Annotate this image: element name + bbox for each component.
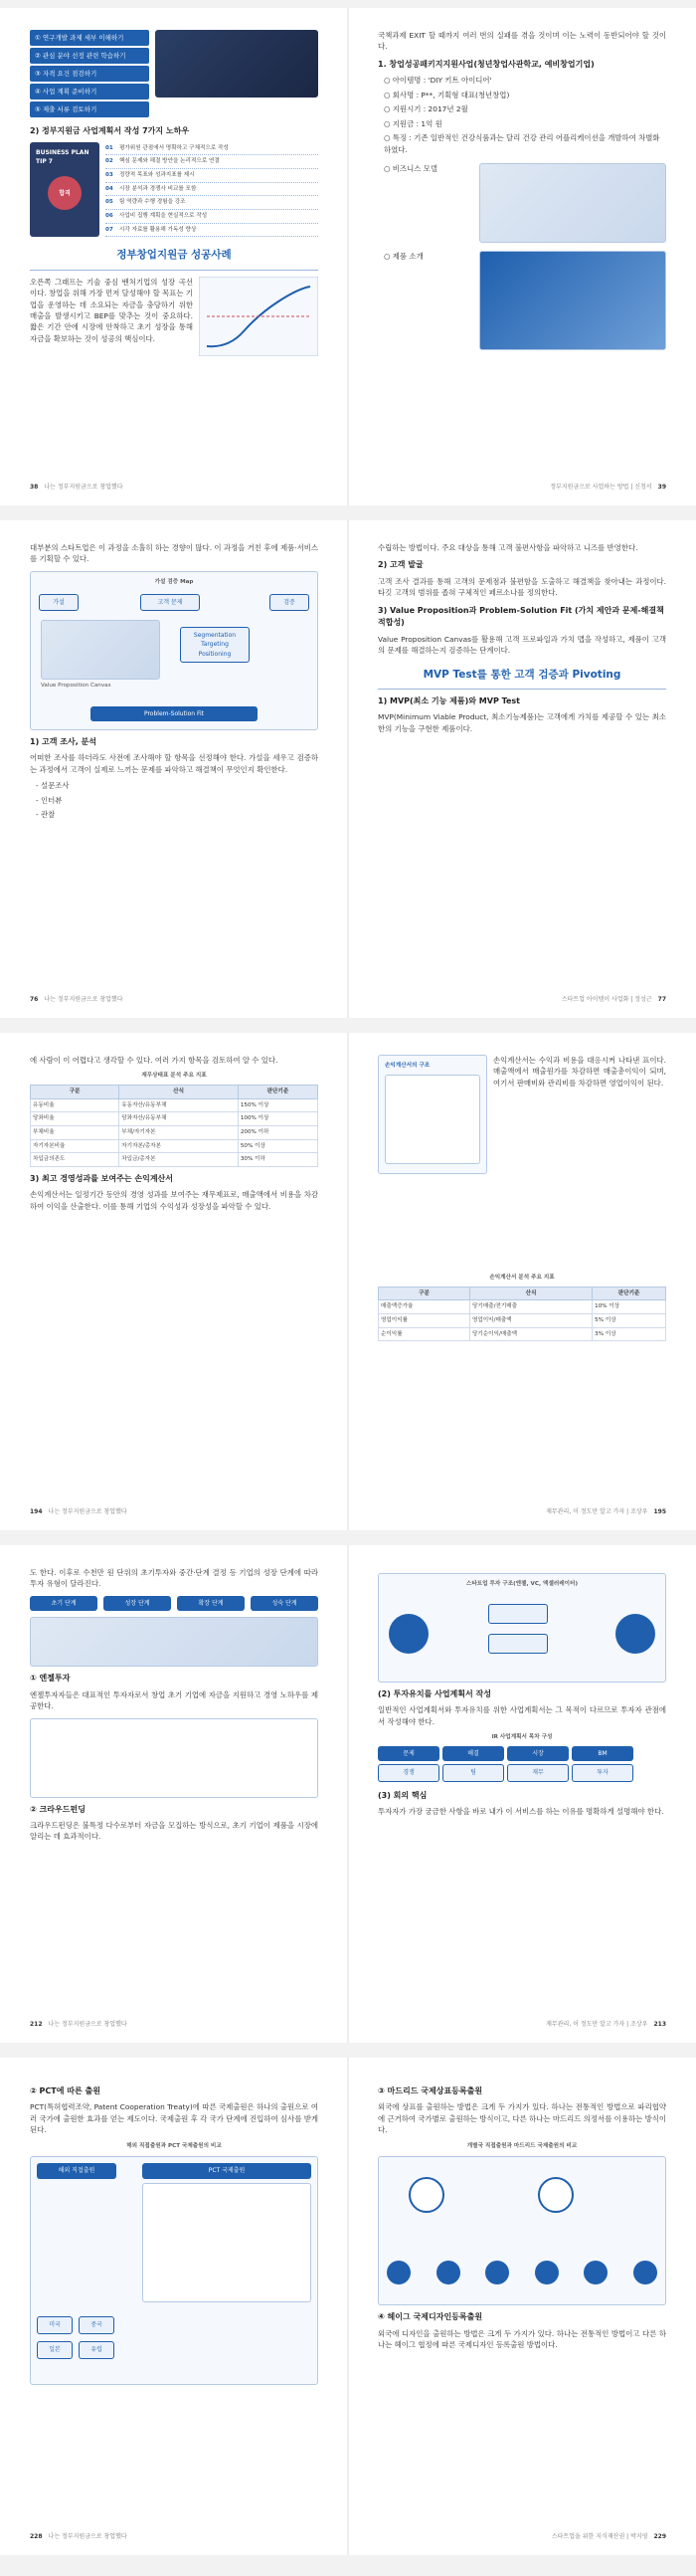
- body-text: 도 한다. 이후로 수천만 원 단위의 초기투자와 중간·단계 결정 등 기업의 성장 단계에 따라 투자 유형이 달라진다.: [30, 1568, 318, 1589]
- flow-step: 팀: [442, 1764, 504, 1781]
- diagram-node: [485, 2261, 509, 2284]
- body-text: 손익계산서는 일정기간 동안의 경영 성과를 보여주는 재무제표로, 매출액에서 비용을 차감하여 이익을 산출한다. 이를 통해 기업의 수익성과 성장성을 파악할 수 있다.: [30, 1190, 318, 1211]
- body-text: Value Proposition Canvas를 활용해 고객 프로파일과 가치 맵을 작성하고, 제품이 고객의 문제를 해결하는지 검증하는 단계이다.: [378, 634, 666, 656]
- tip-item: 02 핵심 문제와 해결 방안을 논리적으로 연결: [105, 155, 318, 169]
- stage-box: 초기 단계: [30, 1596, 97, 1611]
- section-heading: ② PCT에 따른 출원: [30, 2086, 100, 2095]
- flow-step: 재무: [507, 1764, 569, 1781]
- diagram-node: [488, 1634, 548, 1654]
- page-footer: 228 나는 정부지원금으로 창업했다: [30, 2532, 127, 2540]
- spread-3: [0, 1033, 696, 1530]
- table-header: 산식: [119, 1086, 239, 1099]
- body-text: 고객 조사 결과를 통해 고객의 문제점과 불편함을 도출하고 해결책을 찾아내는 과정이다. 타깃 고객의 범위를 좁혀 구체적인 페르소나를 정의한다.: [378, 576, 666, 598]
- stage-box: 확장 단계: [177, 1596, 245, 1611]
- table-header: 판단기준: [593, 1287, 666, 1300]
- map-node: 검증: [269, 594, 309, 611]
- body-text: 대부분의 스타트업은 이 과정을 소홀히 하는 경향이 많다. 이 과정을 거친 후에 제품·서비스를 기획할 수 있다.: [30, 543, 318, 564]
- table-title: 재무상태표 분석 주요 지표: [141, 1073, 207, 1080]
- tip-list: [105, 142, 318, 238]
- flow-step: 문제: [378, 1746, 439, 1761]
- map-node: 고객 문제: [140, 594, 200, 611]
- table-header: 산식: [469, 1287, 592, 1300]
- country-box: 중국: [79, 2316, 114, 2333]
- body-text: 외국에 디자인을 출원하는 방법은 크게 두 가지가 있다. 하나는 전통적인 방법이고 다른 하나는 헤이그 협정에 따른 국제디자인 등록출원 방법이다.: [378, 2328, 666, 2350]
- flow-step: BM: [572, 1746, 633, 1761]
- structure-figure: [385, 1075, 480, 1164]
- spread-1: [0, 8, 696, 505]
- table-row: 차입금의존도 차입금/총자본 30% 이하: [31, 1153, 318, 1167]
- page-194: [0, 1033, 348, 1530]
- hypothesis-map: [30, 571, 318, 730]
- diagram-col-title: 해외 직접출원: [37, 2163, 116, 2178]
- section-heading: 1. 창업성공패키지지원사업(청년창업사관학교, 예비창업기업): [378, 59, 595, 69]
- list-item: ○ 지원시기 : 2017년 2월: [384, 104, 468, 114]
- page-195: [348, 1033, 696, 1530]
- section-heading: ③ 마드리드 국제상표등록출원: [378, 2086, 483, 2095]
- photo: [155, 30, 318, 98]
- page-229: [348, 2058, 696, 2555]
- table-header: 구분: [379, 1287, 470, 1300]
- flow-step: 해결: [442, 1746, 504, 1761]
- ir-flow: [378, 1746, 666, 1782]
- section-heading: 1) 고객 조사, 분석: [30, 736, 96, 746]
- page-footer: 38 나는 정부지원금으로 창업했다: [30, 483, 123, 491]
- tip-title: BUSINESS PLAN TIP 7: [36, 148, 89, 165]
- list-item: ○ 아이템명 : 'DIY 키트 아이디어': [384, 76, 492, 86]
- badge-icon: [48, 176, 82, 210]
- page-39: [348, 8, 696, 505]
- product-label: ○ 제품 소개: [384, 252, 424, 262]
- list-item: ② 관심 분야 선정 관련 학습하기: [30, 48, 149, 64]
- diagram-node: [389, 1614, 429, 1654]
- body-text: 어떠한 조사를 하더라도 사전에 조사해야 할 항목을 선정해야 한다. 가설을 세우고 검증하는 과정에서 고객이 실제로 느끼는 문제를 파악하고 해결책이 무엇인지 확인한다.: [30, 753, 318, 774]
- section-heading: 2) 정부지원금 사업계획서 작성 7가지 노하우: [30, 126, 190, 136]
- page-footer: 재무관리, 이 정도만 알고 가자 | 조상우 213: [546, 2020, 666, 2028]
- list-item: ○ 회사명 : P**, 기획형 대표(청년창업): [384, 90, 510, 99]
- diagram-node: [535, 2261, 559, 2284]
- angel-figure: [30, 1718, 318, 1798]
- page-footer: 194 나는 정부지원금으로 창업했다: [30, 1507, 127, 1515]
- table-row: 부채비율 부채/자기자본 200% 이하: [31, 1126, 318, 1140]
- diagram-node: [409, 2177, 444, 2213]
- body-text: 국책과제 EXIT 할 때까지 여러 번의 실패를 겪을 것이며 이는 노력이 동반되어야 할 것이다.: [378, 31, 666, 52]
- list-item: ○ 지원금 : 1억 원: [384, 118, 442, 128]
- income-structure-box: [378, 1055, 487, 1174]
- stage-detail-figure: [30, 1617, 318, 1667]
- tip-item: 01 평가위원 관점에서 명확하고 구체적으로 작성: [105, 142, 318, 156]
- tip-item: 04 시장 분석과 경쟁사 비교를 포함: [105, 183, 318, 197]
- tip-item: 07 시각 자료를 활용해 가독성 향상: [105, 224, 318, 238]
- investment-diagram: [378, 1573, 666, 1683]
- pct-diagram: [30, 2156, 318, 2385]
- table-row: 영업이익률 영업이익/매출액 5% 이상: [379, 1313, 666, 1327]
- spread-4: [0, 1545, 696, 2043]
- country-box: 유럽: [79, 2341, 114, 2358]
- growth-curve-figure: [199, 277, 318, 356]
- list-item: ① 연구개발 과제 세부 이해하기: [30, 30, 149, 46]
- section-heading: 3) Value Proposition과 Problem-Solution Fit (가치 제안과 문제-해결책 적합성): [378, 605, 664, 628]
- stage-flow: [30, 1596, 318, 1611]
- list-item: ④ 사업 계획 준비하기: [30, 84, 149, 99]
- section-heading: (3) 회의 핵심: [378, 1790, 428, 1800]
- diagram-node: [436, 2261, 460, 2284]
- section-heading: ④ 헤이그 국제디자인등록출원: [378, 2312, 483, 2322]
- diagram-title: 해외 직접출원과 PCT 국제출원의 비교: [126, 2142, 222, 2149]
- page-footer: 212 나는 정부지원금으로 창업했다: [30, 2020, 127, 2028]
- badge-label: 합격: [59, 189, 71, 197]
- country-box: 미국: [37, 2316, 73, 2333]
- section-heading: ② 크라우드펀딩: [30, 1804, 86, 1814]
- map-title: 가설 검증 Map: [154, 578, 194, 585]
- diagram-title: 스타트업 투자 구조(엔젤, VC, 액셀러레이터): [465, 1581, 579, 1587]
- list-item: ○ 특징 : 기존 일반적인 건강식품과는 달리 건강 관리 어플리케이션을 개발하여 차별화하였다.: [384, 133, 660, 154]
- diagram-node: [584, 2261, 608, 2284]
- tip-item: 05 팀 역량과 수행 경험을 강조: [105, 196, 318, 210]
- body-text: MVP(Minimum Viable Product, 최소기능제품)는 고객에게 가치를 제공할 수 있는 최소한의 기능을 구현한 제품이다.: [378, 712, 666, 733]
- page-76: [0, 520, 348, 1018]
- income-ratio-table: [378, 1287, 666, 1342]
- ratio-table: [30, 1085, 318, 1167]
- spread-2: [0, 520, 696, 1018]
- divider: [378, 689, 666, 690]
- diagram-node: [615, 1614, 655, 1654]
- list-item: ③ 자격 요건 점검하기: [30, 66, 149, 82]
- diagram-col-title: PCT 국제출원: [142, 2163, 311, 2178]
- body-text: PCT(특허협력조약, Patent Cooperation Treaty)에 따른 국제출원은 하나의 출원으로 여러 국가에 출원한 효과를 얻는 제도이다. 국제출원 후 각 국가 단계에 진입하여 심사를 받게 된다.: [30, 2102, 318, 2135]
- stage-box: 성숙 단계: [251, 1596, 318, 1611]
- table-header: 판단기준: [238, 1086, 317, 1099]
- page-footer: 스타트업 아이템이 사업화 | 정성근 77: [561, 995, 666, 1003]
- list-item: ⑤ 제출 서류 검토하기: [30, 101, 149, 117]
- fit-label: Problem-Solution Fit: [90, 706, 258, 721]
- body-text: 오픈쪽 그래프는 기술 중심 벤처기업의 성장 곡선이다. 창업을 위해 가장 먼저 달성해야 할 목표는 기업을 운영하는 데 소요되는 자금을 충당하기 위한 매출을 발생시키고 BEP를 맞추는 것이 중요하다. 짧은 기간 안에 시장에 안착하고 초기 성장을 통해 자금을 확보하는 것이 성공의 핵심이다.: [30, 277, 193, 343]
- flow-title: IR 사업계획서 목차 구성: [491, 1734, 553, 1741]
- section-heading: 1) MVP(최소 기능 제품)와 MVP Test: [378, 695, 520, 705]
- tip-item: 03 정량적 목표와 성과지표를 제시: [105, 169, 318, 183]
- madrid-diagram: [378, 2156, 666, 2305]
- map-node: 가설: [39, 594, 79, 611]
- section-heading: ① 엔젤투자: [30, 1674, 71, 1684]
- diagram-node: [387, 2261, 411, 2284]
- body-text: 투자자가 가장 궁금한 사항을 바로 내가 이 서비스를 하는 이유를 명확하게 설명해야 한다.: [378, 1806, 664, 1816]
- tip-item: 06 사업비 집행 계획을 현실적으로 작성: [105, 210, 318, 224]
- product-figure: [479, 251, 666, 350]
- page-footer: 스타트업을 위한 지식재산권 | 박지영 229: [551, 2532, 666, 2540]
- biz-model-figure: [479, 163, 666, 243]
- list-item: - 인터뷰: [36, 795, 63, 805]
- section-heading: (2) 투자유치를 사업계획서 작성: [378, 1689, 491, 1698]
- box-title: 손익계산서의 구조: [385, 1063, 431, 1069]
- section-heading: 2) 고객 발굴: [378, 560, 424, 570]
- diagram-title: 개별국 직접출원과 마드리드 국제출원의 비교: [466, 2142, 578, 2149]
- table-title: 손익계산서 분석 주요 지표: [489, 1275, 555, 1281]
- page-213: [348, 1545, 696, 2043]
- pct-timeline-figure: [142, 2183, 311, 2302]
- section-heading: 3) 최고 경영성과를 보여주는 손익계산서: [30, 1174, 174, 1184]
- page-212: [0, 1545, 348, 2043]
- list-item: - 설문조사: [36, 781, 70, 791]
- map-node: Segmentation Targeting Positioning: [180, 627, 250, 663]
- page-228: [0, 2058, 348, 2555]
- table-row: 당좌비율 당좌자산/유동부채 100% 이상: [31, 1112, 318, 1126]
- page-footer: 76 나는 정부지원금으로 창업했다: [30, 995, 123, 1003]
- spread-5: [0, 2058, 696, 2555]
- list-item: - 관찰: [36, 810, 56, 820]
- body-text: 크라우드펀딩은 불특정 다수로부터 자금을 모집하는 방식으로, 초기 기업이 제품을 시장에 알리는 데 효과적이다.: [30, 1820, 318, 1842]
- country-box: 일본: [37, 2341, 73, 2358]
- body-text: 에 사람이 이 어렵다고 생각할 수 있다. 여러 가지 항목을 검토하여 알 수 있다.: [30, 1056, 278, 1065]
- flow-step: 시장: [507, 1746, 569, 1761]
- body-text: 엔젤투자자들은 대표적인 투자자로서 창업 초기 기업에 자금을 지원하고 경영 노하우를 제공한다.: [30, 1689, 318, 1711]
- table-row: 자기자본비율 자기자본/총자본 50% 이상: [31, 1139, 318, 1153]
- section-title: MVP Test를 통한 고객 검증과 Pivoting: [423, 668, 621, 681]
- table-row: 매출액증가율 당기매출/전기매출 10% 이상: [379, 1300, 666, 1314]
- section-title: 정부창업지원금 성공사례: [116, 249, 232, 262]
- page-footer: 정부지원금으로 사업하는 방법 | 신청서 39: [550, 483, 666, 491]
- body-text: 수립하는 방법이다. 주요 대상을 통해 고객 불편사항을 파악하고 니즈를 반영한다.: [378, 543, 638, 552]
- divider: [30, 270, 318, 271]
- stage-box: 성장 단계: [103, 1596, 171, 1611]
- page-77: [348, 520, 696, 1018]
- tip-side: [30, 142, 99, 238]
- biz-model-label: ○ 비즈니스 모델: [384, 164, 437, 174]
- value-canvas-figure: [41, 620, 160, 680]
- page-footer: 재무관리, 이 정도만 알고 가자 | 조상우 195: [546, 1507, 666, 1515]
- flow-step: 경쟁: [378, 1764, 439, 1781]
- body-text: 손익계산서는 수익과 비용을 대응시켜 나타낸 표이다. 매출액에서 매출원가를 차감하면 매출총이익이 되며, 여기서 판매비와 관리비를 차감하면 영업이익이 된다.: [493, 1056, 666, 1088]
- flow-step: 투자: [572, 1764, 633, 1781]
- page-38: [0, 8, 348, 505]
- table-row: 순이익률 당기순이익/매출액 3% 이상: [379, 1327, 666, 1341]
- tip-box: [30, 142, 318, 238]
- body-text: 외국에 상표를 출원하는 방법은 크게 두 가지가 있다. 하나는 전통적인 방법으로 파리협약에 근거하여 국가별로 출원하는 방식이고, 다른 하나는 마드리드 의정서를 이용하는 방식이다.: [378, 2102, 667, 2135]
- map-node: Value Proposition Canvas: [41, 682, 111, 689]
- diagram-node: [538, 2177, 574, 2213]
- body-text: 일반적인 사업계획서와 투자유치를 위한 사업계획서는 그 목적이 다르므로 투자자 관점에서 작성해야 한다.: [378, 1705, 666, 1726]
- diagram-node: [633, 2261, 657, 2284]
- table-header: 구분: [31, 1086, 119, 1099]
- diagram-node: [488, 1604, 548, 1624]
- table-row: 유동비율 유동자산/유동부채 150% 이상: [31, 1098, 318, 1112]
